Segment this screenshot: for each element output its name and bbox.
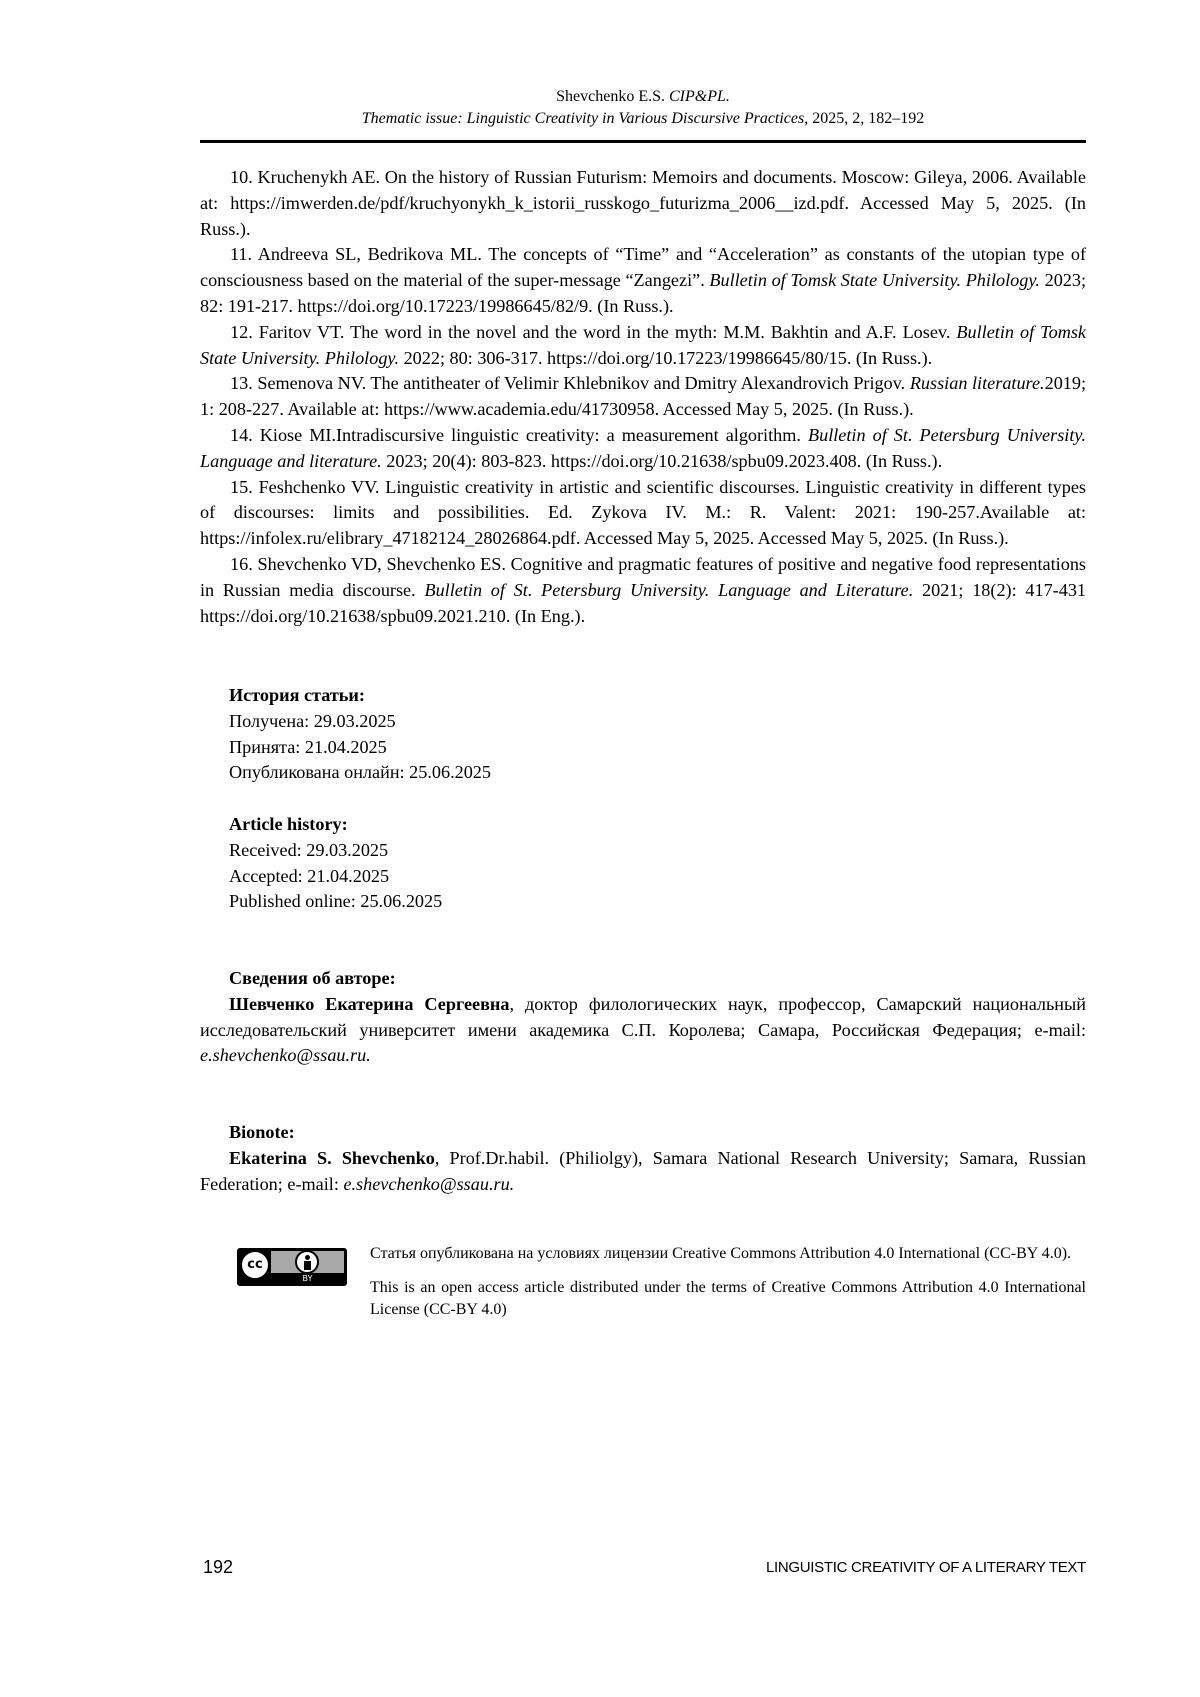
header-details: 2025, 2, 182–192 [812,110,925,127]
reference-item [200,320,1086,372]
header-line-2 [200,108,1086,130]
reference-item [200,242,1086,319]
license-notice [370,1243,1086,1333]
header-rule [200,140,1086,143]
reference-text: 12. Faritov VT. The word in the novel and the word in the myth: M.M. Bakhtin and A.F. Losev. [230,321,951,342]
author-info-en [200,1120,1086,1197]
cc-icon: cc [240,1250,270,1280]
history-ru-published: Опубликована онлайн: 25.06.2025 [229,762,491,783]
reference-details: 2019; 1: 208-227. Available at: https://www.academia.edu/41730958. Accessed May 5, 2025. (In Russ.). [200,373,1087,420]
history-ru-received: Получена: 29.03.2025 [229,710,396,731]
reference-source: Bulletin of St. Petersburg University. Language and Literature. [424,579,914,600]
reference-text: 16. Shevchenko VD, Shevchenko ES. Cognitive and pragmatic features of positive and negative food representations in Russian media discourse. [200,553,1086,600]
history-en-heading: Article history: [229,814,348,834]
running-footer-title: LINGUISTIC CREATIVITY OF A LITERARY TEXT [765,1559,1086,1576]
header-author: Shevchenko E.S. [556,88,665,105]
bionote-heading: Bionote: [229,1122,295,1142]
author-ru-heading: Сведения об авторе: [229,968,396,988]
article-history-ru [229,683,491,786]
license-text-en: This is an open access article distributed under the terms of Creative Commons Attribution 4.0 International License (CC-BY 4.0) [370,1279,1086,1318]
reference-source: Bulletin of St. Petersburg University. Language and literature. [200,424,1086,471]
reference-details: 2022; 80: 306-317. https://doi.org/10.17223/19986645/80/15. (In Russ.). [403,347,933,368]
reference-item [200,423,1086,475]
reference-details: 2021; 18(2): 417-431 https://doi.org/10.21638/spbu09.2021.210. (In Eng.). [200,579,1087,626]
bionote-details: , Prof.Dr.habil. (Philiolgy), Samara National Research University; Samara, Russian Federation; e-mail: [200,1147,1086,1194]
running-header [200,86,1086,130]
by-label: BY [302,1274,313,1283]
reference-details: 2023; 20(4): 803-823. https://doi.org/10.21638/spbu09.2023.408. (In Russ.). [386,450,943,471]
history-ru-accepted: Принята: 21.04.2025 [229,736,387,757]
author-ru-name: Шевченко Екатерина Сергеевна [229,993,510,1014]
history-en-published: Published online: 25.06.2025 [229,891,443,912]
bionote-name: Ekaterina S. Shevchenko [229,1147,435,1168]
header-issue: Thematic issue: Linguistic Creativity in Various Discursive Practices, [361,110,809,127]
license-text-ru: Статья опубликована на условиях лицензии Creative Commons Attribution 4.0 International (CC-BY 4.0). [370,1245,1072,1262]
reference-text: 10. Kruchenykh AE. On the history of Russian Futurism: Memoirs and documents. Moscow: Gileya, 2006. Available at: https://imwerden.de/pdf/kruchyonykh_k_istorii_russkogo_futurizma_2006__izd.pdf. Accessed May 5, 2025. (In Russ.). [200,167,1086,239]
reference-item [200,552,1086,629]
creative-commons-by-icon [237,1248,347,1286]
reference-source: Bulletin of Tomsk State University. Philology. [200,321,1086,368]
reference-source: Bulletin of Tomsk State University. Philology. [709,270,1040,291]
author-ru-details: , доктор филологических наук, профессор, Самарский национальный исследовательский университет имени академика С.П. Королева; Самара, Российская Федерация; e-mail: [200,993,1086,1040]
reference-source: Russian literature. [909,373,1045,394]
history-en-accepted: Accepted: 21.04.2025 [229,865,390,886]
bionote-text [200,1146,1086,1198]
reference-item [200,165,1086,242]
author-info-ru [200,966,1086,1069]
history-en-received: Received: 29.03.2025 [229,839,389,860]
reference-text: 14. Kiose MI.Intradiscursive linguistic creativity: a measurement algorithm. [230,424,801,445]
attribution-person-icon [295,1250,319,1274]
article-history-en [229,812,442,915]
history-ru-heading: История статьи: [229,685,365,705]
header-journal: CIP&PL. [668,88,730,105]
header-line-1 [200,86,1086,108]
reference-text: 15. Feshchenko VV. Linguistic creativity in artistic and scientific discourses. Linguistic creativity in different types of discourses: limits and possibilities. Ed. Zykova IV. M.: R. Valent: 2021: 190-257.Available at: https://infolex.ru/elibrary_47182124_28026864.pdf. Accessed May 5, 2025. Accessed May 5, 2025. (In Russ.). [200,476,1086,549]
reference-item [200,475,1086,552]
reference-item [200,371,1086,423]
bionote-email[interactable]: e.shevchenko@ssau.ru. [343,1173,515,1194]
reference-list [200,165,1086,629]
author-ru-text [200,992,1086,1069]
reference-details: 2023; 82: 191-217. https://doi.org/10.17223/19986645/82/9. (In Russ.). [200,270,1087,316]
page-number: 192 [203,1557,234,1577]
reference-text: 13. Semenova NV. The antitheater of Velimir Khlebnikov and Dmitry Alexandrovich Prigov. [230,373,906,394]
author-ru-email[interactable]: e.shevchenko@ssau.ru. [200,1045,371,1066]
reference-text: 11. Andreeva SL, Bedrikova ML. The concepts of “Time” and “Acceleration” as constants of the utopian type of consciousness based on the material of the super-message “Zangezi”. [200,244,1086,291]
